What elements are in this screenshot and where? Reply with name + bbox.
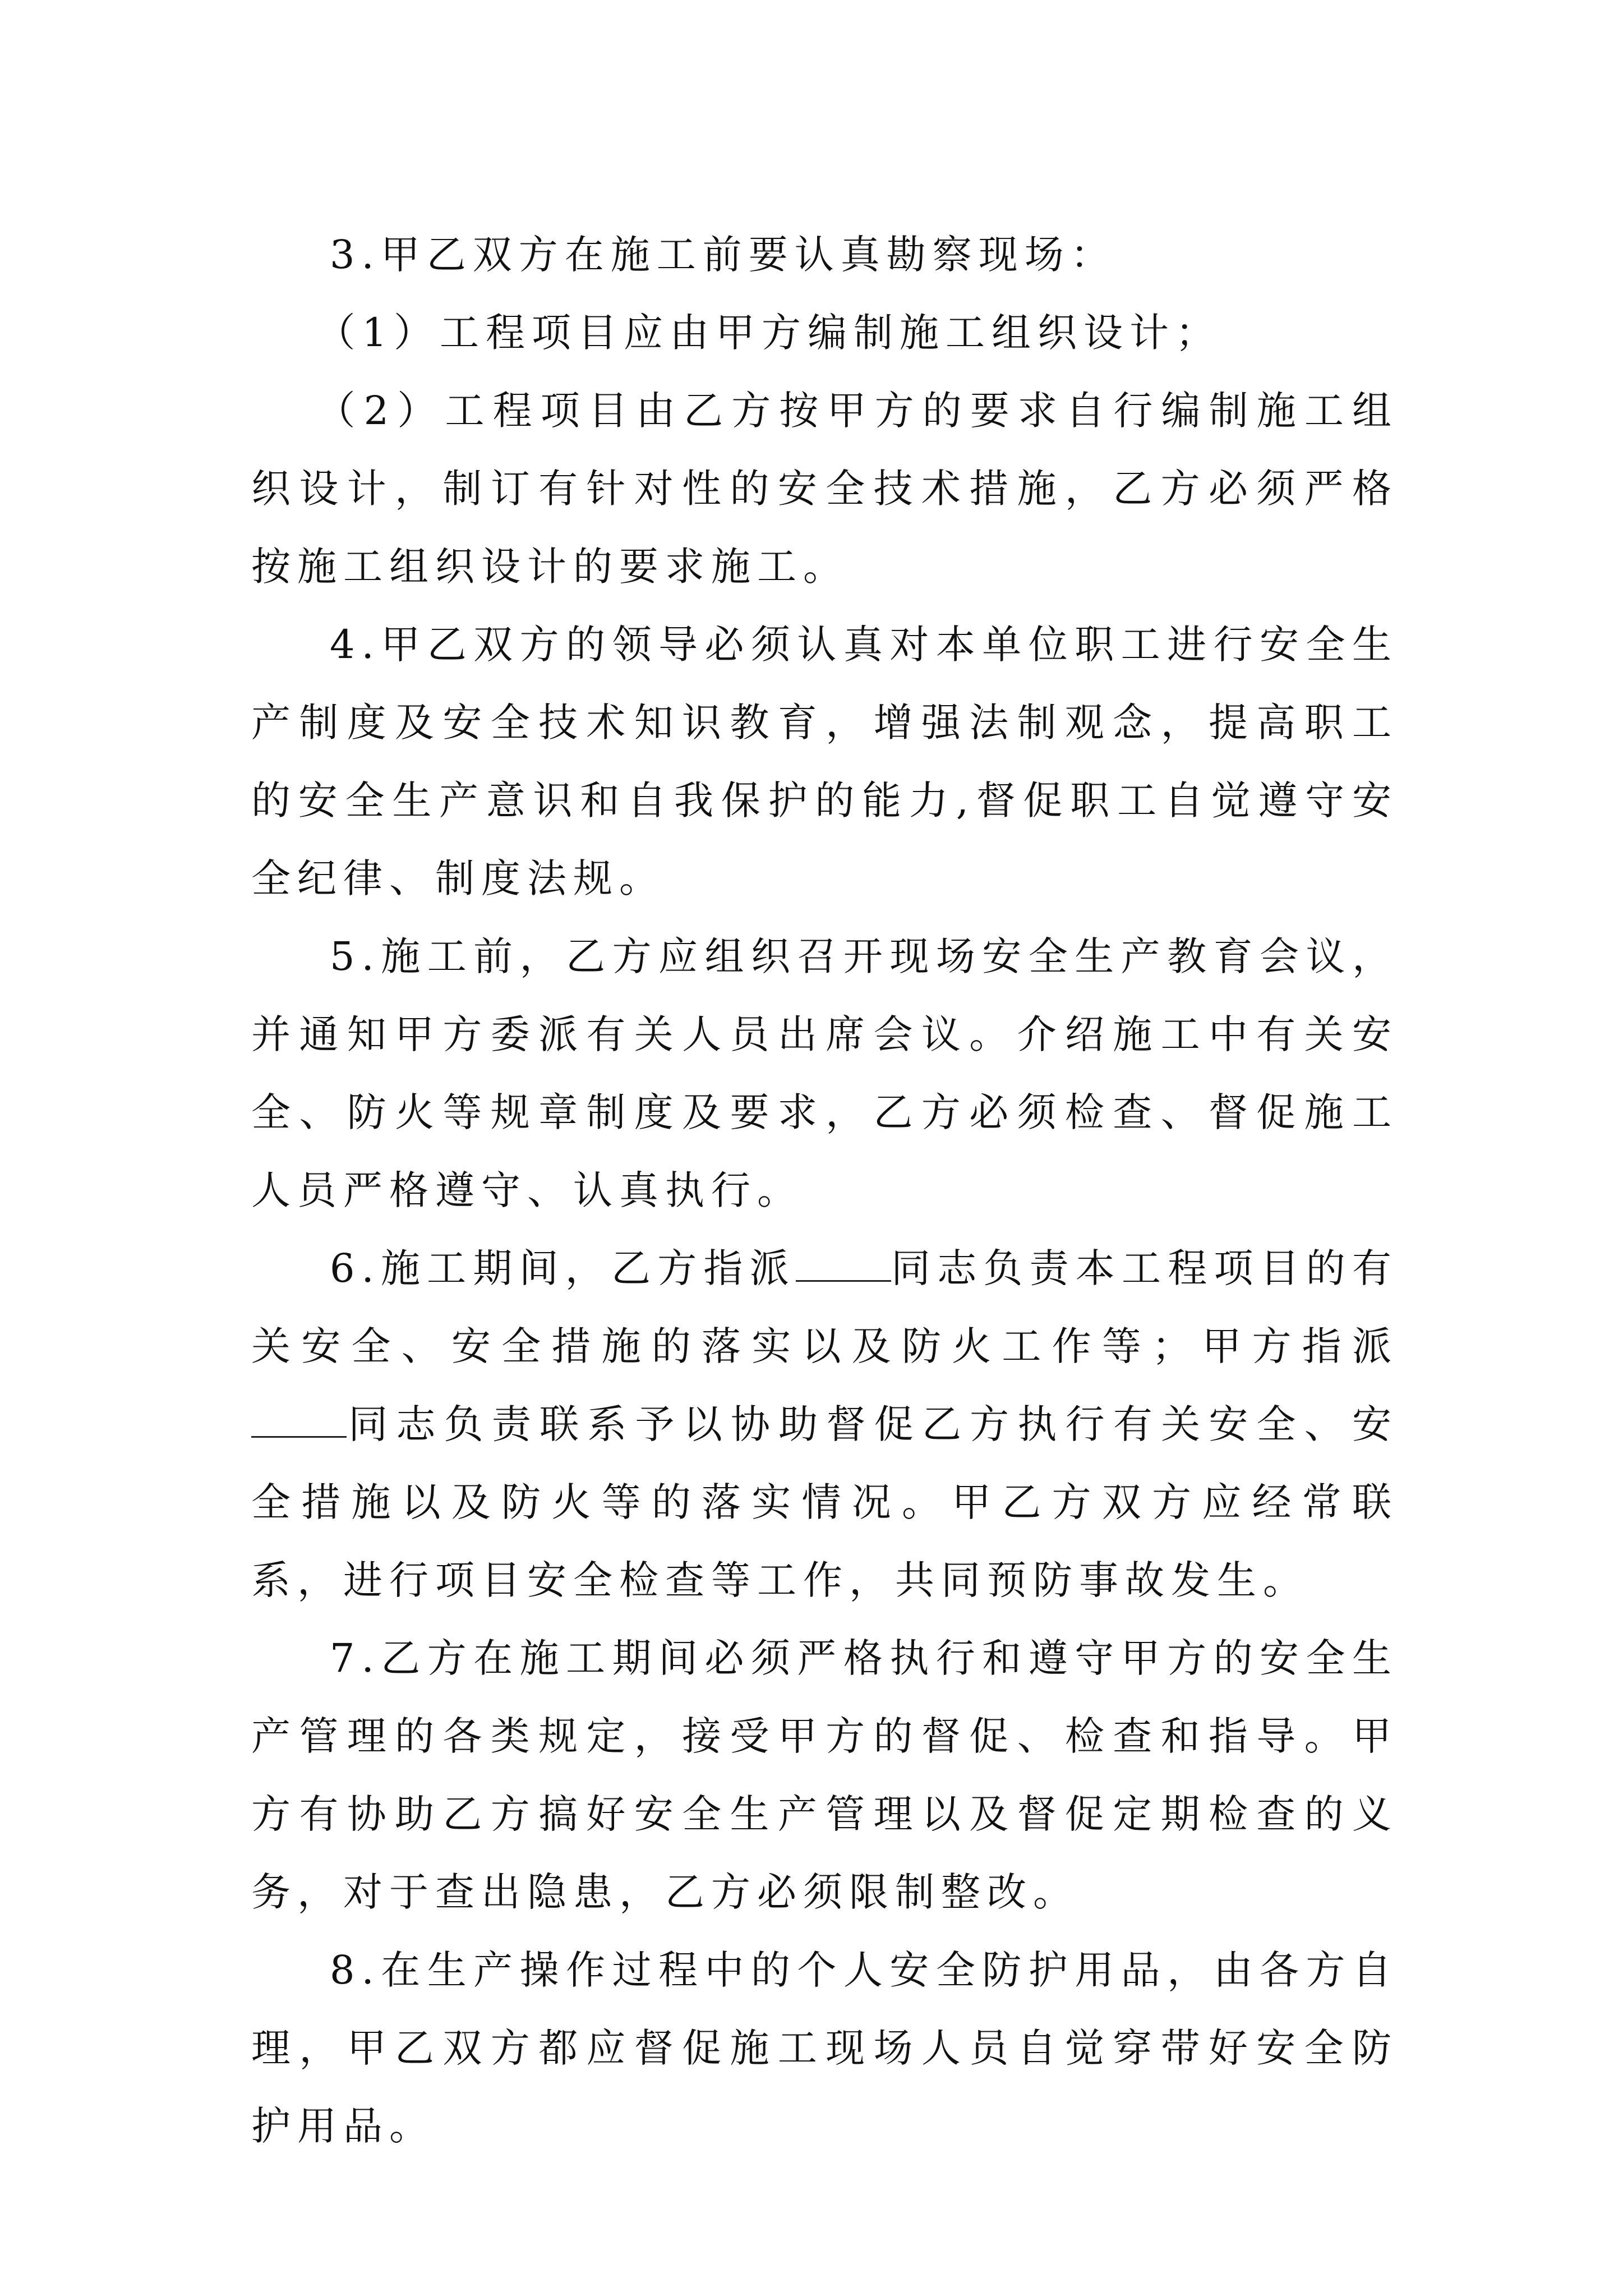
clause-3-item-2: （2）工程项目由乙方按甲方的要求自行编制施工组织设计，制订有针对性的安全技术措施，乙方必须严格按施工组织设计的要求施工。 xyxy=(251,388,1398,590)
blank-line-party-b[interactable] xyxy=(796,1241,891,1282)
clause-4: 4.甲乙双方的领导必须认真对本单位职工进行安全生产制度及安全技术知识教育，增强法制观念，提高职工的安全生产意识和自我保护的能力,督促职工自觉遵守安全纪律、制度法规。 xyxy=(251,622,1398,901)
clause-5: 5.施工前，乙方应组织召开现场安全生产教育会议，并通知甲方委派有关人员出席会议。介绍施工中有关安全、防火等规章制度及要求，乙方必须检查、督促施工人员严格遵守、认真执行。 xyxy=(251,933,1398,1213)
clause-8: 8.在生产操作过程中的个人安全防护用品，由各方自理，甲乙双方都应督促施工现场人员自觉穿带好安全防护用品。 xyxy=(251,1947,1398,2149)
clause-7: 7.乙方在施工期间必须严格执行和遵守甲方的安全生产管理的各类规定，接受甲方的督促、检查和指导。甲方有协助乙方搞好安全生产管理以及督促定期检查的义务，对于查出隐患，乙方必须限制整改。 xyxy=(251,1635,1398,1915)
clause-6-part-3: 同志负责联系予以协助督促乙方执行有关安全、安全措施以及防火等的落实情况。甲乙方双方应经常联系，进行项目安全检查等工作，共同预防事故发生。 xyxy=(251,1401,1398,1603)
clause-6-part-1: 6.施工期间，乙方指派 xyxy=(330,1245,796,1291)
clause-3-item-1: （1）工程项目应由甲方编制施工组织设计； xyxy=(316,310,1222,356)
clause-6-part-2: 同志负责本工程项目的有关安全、安全措施的落实以及防火工作等；甲方指派 xyxy=(251,1245,1398,1369)
document-body xyxy=(251,216,1398,2165)
blank-line-party-a[interactable] xyxy=(251,1397,347,1438)
clause-6 xyxy=(251,1230,1398,1619)
clause-3: 3.甲乙双方在施工前要认真勘察现场： xyxy=(330,232,1117,278)
